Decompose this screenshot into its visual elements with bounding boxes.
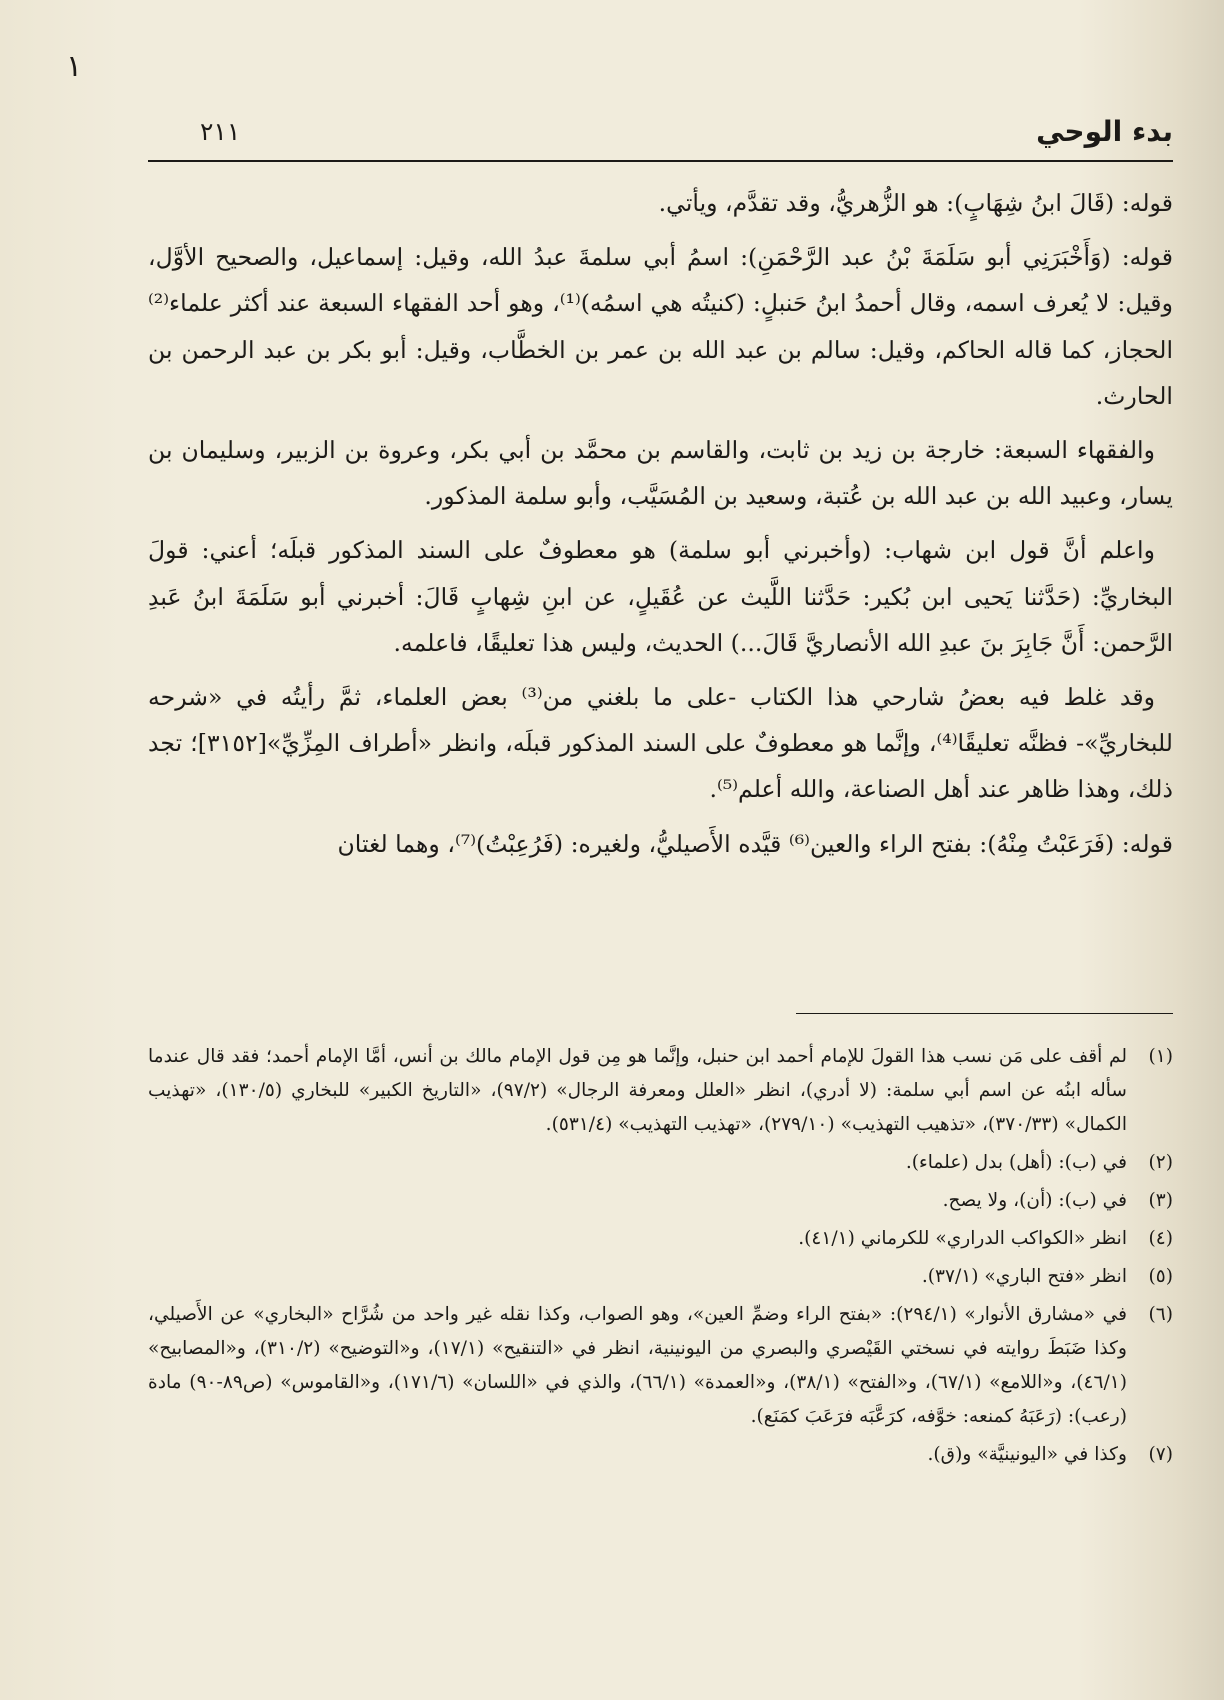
footnote-text: انظر «فتح الباري» (٣٧/١). — [921, 1266, 1127, 1287]
footnote-separator — [796, 1013, 1173, 1014]
footnote-number: (٤) — [1148, 1228, 1173, 1249]
footnote — [148, 1040, 1173, 1142]
footnote-number: (١) — [1148, 1046, 1173, 1067]
footnote-text: في (ب): (أن)، ولا يصح. — [942, 1190, 1127, 1211]
footnote-text: في (ب): (أهل) بدل (علماء). — [905, 1152, 1127, 1173]
footnote — [148, 1146, 1173, 1180]
header-rule — [148, 160, 1173, 162]
paragraph: والفقهاء السبعة: خارجة بن زيد بن ثابت، والقاسم بن محمَّد بن أبي بكر، وعروة بن الزبير، وسليمان بن يسار، وعبيد الله بن عبد الله بن عُتبة، وسعيد بن المُسَيَّب، وأبو سلمة المذكور. — [148, 436, 1173, 511]
paragraph: واعلم أنَّ قول ابن شهاب: (وأخبرني أبو سلمة) هو معطوفٌ على السند المذكور قبلَه؛ أعني: قولَ البخاريِّ: (حَدَّثنا يَحيى ابن بُكير: حَدَّثنا اللَّيث عن عُقَيلٍ، عن ابنِ شِهابٍ قَالَ: أخبرني أبو سَلَمَةَ ابنُ عَبدِ الرَّحمن: أَنَّ جَابِرَ بنَ عبدِ الله الأنصاريَّ قَالَ...) الحديث، وليس هذا تعليقًا، فاعلمه. — [148, 536, 1173, 657]
page-number: ٢١١ — [200, 117, 241, 146]
footnote — [148, 1222, 1173, 1256]
main-text — [148, 180, 1173, 875]
footnote-text: في «مشارق الأنوار» (٢٩٤/١): «بفتح الراء وضمِّ العين»، وهو الصواب، وكذا نقله غير واحد من شُرَّاح «البخاري» عن الأَصيلي، وكذا ضَبَطَ روايته في نسختي القَيْصري والبصري من اليونينية، انظر في «التنقيح» (١٧/١)، و«التوضيح» (٣١٠/٢)، و«المصابيح» (٤٦/١)، و«اللامع» (٦٧/١)، و«الفتح» (٣٨/١)، و«العمدة» (٦٦/١)، والذي في «اللسان» (١٧١/٦)، و«القاموس» (ص٨٩-٩٠) مادة (رعب): (رَعَبَهُ كمنعه: خوَّفه، كرَعَّبَه فرَعَبَ كمَنَع). — [148, 1304, 1128, 1427]
page-corner-mark: ١ — [66, 49, 83, 84]
footnote-number: (٥) — [1148, 1266, 1173, 1287]
page-header — [148, 112, 1173, 156]
footnote-number: (٢) — [1148, 1152, 1173, 1173]
footnote — [148, 1298, 1173, 1434]
paragraph: قوله: (وَأَخْبَرَنِي أبو سَلَمَةَ بْنُ عبد الرَّحْمَنِ): اسمُ أبي سلمةَ عبدُ الله، وقيل: إسماعيل، والصحيح الأوَّل، وقيل: لا يُعرف اسمه، وقال أحمدُ ابنُ حَنبلٍ: (كنيتُه هي اسمُه)⁽¹⁾، وهو أحد الفقهاء السبعة عند أكثر علماء⁽²⁾ الحجاز، كما قاله الحاكم، وقيل: سالم بن عبد الله بن عمر بن الخطَّاب، وقيل: أبو بكر بن عبد الرحمن بن الحارث. — [148, 243, 1173, 410]
footnote-text: وكذا في «اليونينيَّة» و(ق). — [927, 1444, 1127, 1465]
running-title: بدء الوحي — [1036, 115, 1173, 148]
footnote-text: انظر «الكواكب الدراري» للكرماني (٤١/١). — [798, 1228, 1127, 1249]
footnote-text: لم أقف على مَن نسب هذا القولَ للإمام أحمد ابن حنبل، وإنَّما هو مِن قول الإمام مالك بن أنس، أمَّا الإمام أحمد؛ فقد قال عندما سأله ابنُه عن اسم أبي سلمة: (لا أدري)، انظر «العلل ومعرفة الرجال» (٩٧/٢)، «التاريخ الكبير» للبخاري (١٣٠/٥)، «تهذيب الكمال» (٣٧٠/٣٣)، «تذهيب التهذيب» (٢٧٩/١٠)، «تهذيب التهذيب» (٥٣١/٤). — [148, 1046, 1127, 1135]
footnote — [148, 1260, 1173, 1294]
paragraph: وقد غلط فيه بعضُ شارحي هذا الكتاب -على ما بلغني من⁽³⁾ بعض العلماء، ثمَّ رأيتُه في «شرحه للبخاريِّ»- فظنَّه تعليقًا⁽⁴⁾، وإنَّما هو معطوفٌ على السند المذكور قبلَه، وانظر «أطراف المِزِّيِّ»[٣١٥٢]؛ تجد ذلك، وهذا ظاهر عند أهل الصناعة، والله أعلم⁽⁵⁾. — [148, 683, 1173, 804]
footnote-number: (٣) — [1148, 1190, 1173, 1211]
footnote — [148, 1184, 1173, 1218]
paragraph: قوله: (قَالَ ابنُ شِهَابٍ): هو الزُّهريُّ، وقد تقدَّم، ويأتي. — [658, 189, 1173, 217]
footnotes — [148, 1040, 1173, 1476]
paragraph: قوله: (فَرَعَبْتُ مِنْهُ): بفتح الراء والعين⁽⁶⁾ قيَّده الأَصيليُّ، ولغيره: (فَرُعِبْتُ)⁽⁷⁾، وهما لغتان — [337, 829, 1173, 858]
footnote — [148, 1438, 1173, 1472]
footnote-number: (٧) — [1148, 1444, 1173, 1465]
footnote-number: (٦) — [1148, 1304, 1173, 1325]
